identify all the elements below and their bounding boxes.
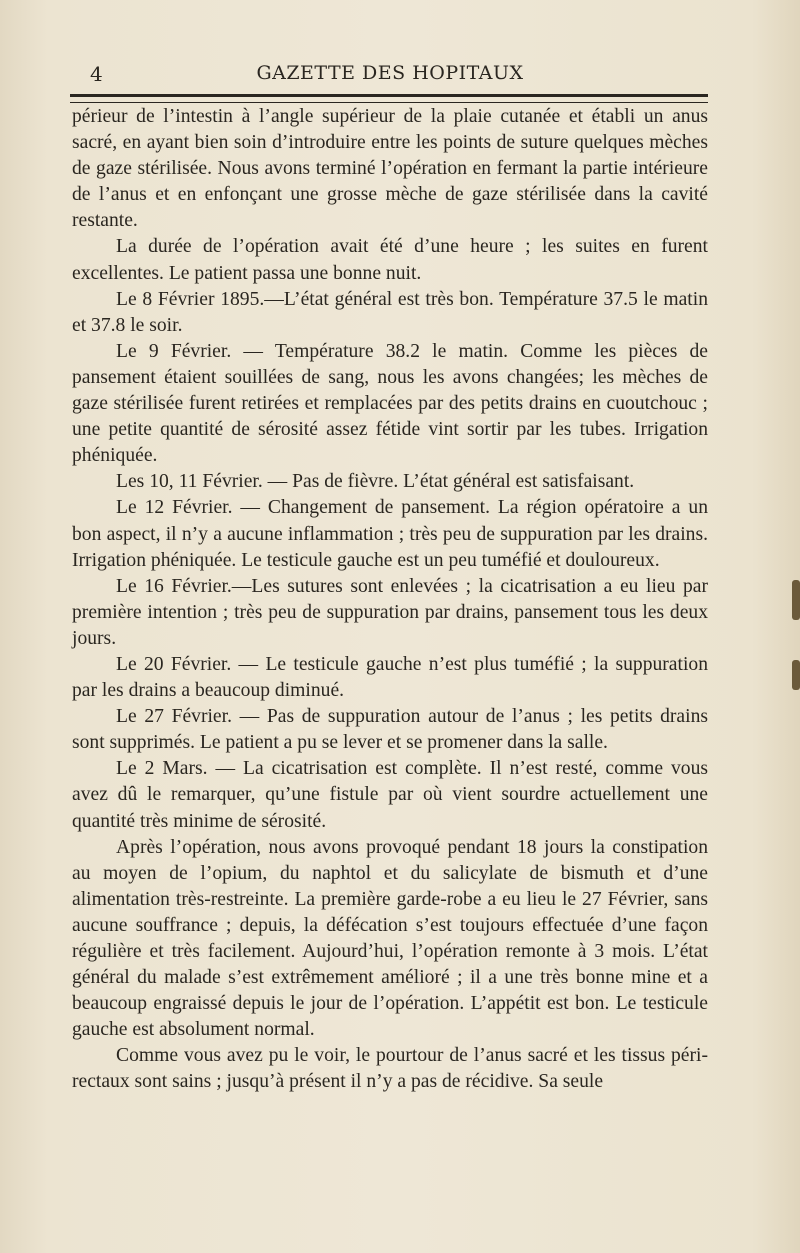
paragraph: Le 2 Mars. — La cicatrisation est complète. Il n’est resté, comme vous avez dû le remarquer, qu’une fistule par où vient sourdre actuellement une quantité très minime de sérosité.: [72, 758, 708, 832]
header-rule: [70, 94, 708, 103]
paragraph: La durée de l’opération avait été d’une heure ; les suites en furent excellentes. Le patient passa une bonne nuit.: [72, 236, 708, 284]
paragraph: périeur de l’intestin à l’angle supérieur de la plaie cutanée et établi un anus sacré, en ayant bien soin d’introduire entre les points de suture quelques mèches de gaze stérilisée. Nous avons terminé l’opération en fermant la partie intérieure de l’anus et en enfonçant une grosse mèche de gaze stérilisée dans la cavité restante.: [72, 106, 708, 232]
page-edge-mark: [792, 580, 800, 620]
paragraph: Le 8 Février 1895.—L’état général est très bon. Température 37.5 le matin et 37.8 le soir.: [72, 288, 708, 336]
page-header: [70, 62, 710, 92]
paragraph: Le 16 Février.—Les sutures sont enlevées ; la cicatrisation a eu lieu par première intention ; très peu de suppuration par drains, pansement tous les deux jours.: [72, 575, 708, 649]
paragraph: Le 20 Février. — Le testicule gauche n’est plus tuméfié ; la suppuration par les drains a beaucoup diminué.: [72, 653, 708, 702]
paragraph: Le 27 Février. — Pas de suppuration autour de l’anus ; les petits drains sont supprimés. Le patient a pu se lever et se promener dans la salle.: [72, 706, 708, 754]
paragraph: Après l’opération, nous avons provoqué pendant 18 jours la constipation au moyen de l’opium, du naphtol et du salicylate de bismuth et d’une alimentation très-restreinte. La première garde-robe a eu lieu le 27 Février, sans aucune souffrance ; depuis, la défécation s’est toujours effectuée d’une façon régulière et très facilement. Aujourd’hui, l’opération remonte à 3 mois. L’état général du malade s’est extrêmement amélioré ; il a une très bonne mine et a beaucoup engraissé depuis le jour de l’opération. L’appétit est bon. Le testicule gauche est absolument normal.: [72, 836, 708, 1041]
paragraph: Le 9 Février. — Température 38.2 le matin. Comme les pièces de pansement étaient souillées de sang, nous les avons changées; les mèches de gaze stérilisée furent retirées et remplacées par des petits drains en cuoutchouc ; une petite quantité de sérosité assez fétide vint sortir par les tubes. Irrigation phéniquée.: [72, 340, 708, 467]
page-number: 4: [90, 62, 103, 86]
page-edge-mark: [792, 660, 800, 690]
running-title: GAZETTE DES HOPITAUX: [256, 62, 524, 84]
paragraph: Le 12 Février. — Changement de pansement. La région opératoire a un bon aspect, il n’y a aucune inflammation ; très peu de suppuration par les drains. Irrigation phéniquée. Le testicule gauche est un peu tuméfié et douloureux.: [72, 497, 708, 571]
body-text: [72, 104, 708, 1096]
paragraph: Les 10, 11 Février. — Pas de fièvre. L’état général est satisfaisant.: [116, 471, 635, 493]
paragraph: Comme vous avez pu le voir, le pourtour de l’anus sacré et les tissus péri-rectaux sont sains ; jusqu’à présent il n’y a pas de récidive. Sa seule: [72, 1045, 708, 1093]
